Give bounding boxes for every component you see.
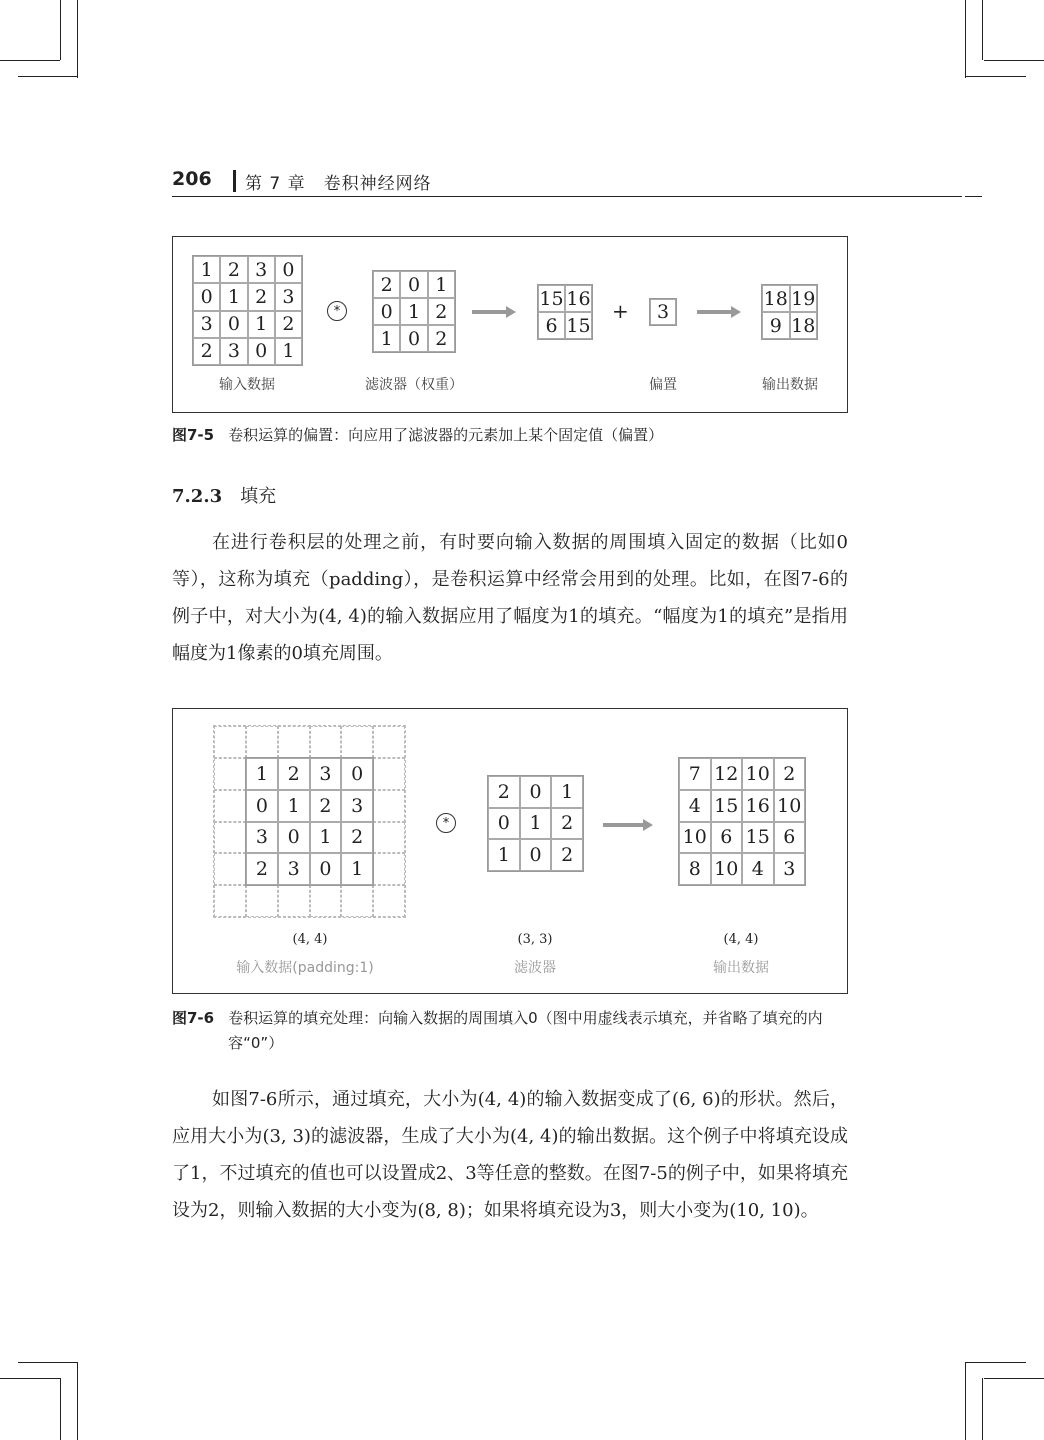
matrix-cell: 3	[774, 853, 806, 885]
crop-mark	[60, 0, 61, 60]
fig5-label-output: 输出数据	[762, 377, 818, 393]
matrix-cell: 10	[774, 790, 806, 822]
matrix-cell: 1	[373, 325, 400, 352]
convolution-icon: *	[327, 301, 347, 321]
matrix-cell: 0	[400, 271, 427, 298]
paragraph: 在进行卷积层的处理之前，有时要向输入数据的周围填入固定的数据（比如0等），这称为填充（padding），是卷积运算中经常会用到的处理。比如，在图7-6的例子中，对大小为(4, 4)的输入数据应用了幅度为1的填充。“幅度为1的填充”是指用幅度为1像素的0填充周围。	[172, 532, 848, 664]
matrix-cell: 3	[341, 790, 373, 822]
matrix-cell: 0	[488, 808, 520, 840]
caption-text: 卷积运算的填充处理：向输入数据的周围填入0（图中用虚线表示填充，并省略了填充的内容“0”）	[228, 1009, 823, 1052]
matrix-cell: 2	[551, 808, 583, 840]
crop-mark	[0, 1378, 60, 1379]
matrix-cell: 12	[711, 758, 743, 790]
crop-mark	[984, 60, 1044, 61]
matrix-cell: 0	[248, 338, 275, 365]
matrix-cell: 1	[248, 311, 275, 338]
matrix-cell: 3	[278, 853, 310, 885]
padding-cell	[341, 885, 373, 917]
crop-mark	[60, 1378, 61, 1440]
section-heading	[172, 482, 276, 508]
fig6-label-output: 输出数据	[713, 960, 769, 976]
matrix-cell: 1	[488, 839, 520, 871]
matrix-cell: 3	[220, 338, 247, 365]
matrix-cell: 0	[278, 822, 310, 854]
plus-sign: +	[612, 299, 629, 323]
fig5-filter-matrix	[372, 270, 456, 353]
matrix-cell: 2	[246, 853, 278, 885]
matrix-cell: 2	[551, 839, 583, 871]
matrix-cell: 1	[400, 298, 427, 325]
matrix-cell: 18	[762, 285, 790, 312]
crop-mark	[18, 76, 78, 77]
page-number: 206	[172, 168, 212, 190]
arrow-icon	[697, 310, 733, 314]
fig6-output-matrix	[678, 757, 806, 886]
padding-cell	[214, 885, 246, 917]
matrix-cell: 6	[538, 312, 565, 339]
matrix-cell: 0	[310, 853, 342, 885]
section-title: 填充	[240, 486, 277, 507]
caption-number: 图7-6	[172, 1009, 215, 1027]
figure-7-5-caption	[172, 424, 663, 445]
matrix-cell: 4	[679, 790, 711, 822]
matrix-cell: 0	[193, 283, 220, 310]
padding-cell	[373, 853, 405, 885]
matrix-cell: 16	[565, 285, 592, 312]
padding-cell	[373, 822, 405, 854]
matrix-cell: 4	[742, 853, 774, 885]
matrix-cell: 0	[341, 758, 373, 790]
matrix-cell: 6	[774, 822, 806, 854]
fig6-shape-input: (4, 4)	[292, 932, 328, 947]
matrix-cell: 1	[193, 256, 220, 283]
header-rule	[965, 196, 982, 197]
matrix-cell: 2	[373, 271, 400, 298]
matrix-cell: 0	[275, 256, 302, 283]
caption-number: 图7-5	[172, 426, 215, 444]
matrix-cell: 2	[341, 822, 373, 854]
arrow-icon	[603, 823, 645, 827]
matrix-cell: 6	[711, 822, 743, 854]
matrix-cell: 1	[278, 790, 310, 822]
matrix-cell: 2	[220, 256, 247, 283]
padding-cell	[278, 885, 310, 917]
figure-7-6-caption	[172, 1006, 852, 1056]
padding-cell	[373, 758, 405, 790]
crop-mark	[965, 1362, 966, 1440]
matrix-cell: 10	[742, 758, 774, 790]
matrix-cell: 2	[310, 790, 342, 822]
padding-cell	[373, 790, 405, 822]
fig5-label-bias: 偏置	[649, 377, 677, 393]
matrix-cell: 0	[520, 776, 552, 808]
matrix-cell: 2	[774, 758, 806, 790]
crop-mark	[0, 60, 60, 61]
matrix-cell: 18	[790, 312, 818, 339]
matrix-cell: 10	[711, 853, 743, 885]
fig6-filter-matrix	[487, 775, 584, 872]
matrix-cell: 15	[711, 790, 743, 822]
padding-cell	[310, 726, 342, 758]
matrix-cell: 3	[248, 256, 275, 283]
matrix-cell: 2	[428, 325, 455, 352]
header-divider	[233, 170, 236, 192]
matrix-cell: 0	[220, 311, 247, 338]
matrix-cell: 1	[310, 822, 342, 854]
matrix-cell: 15	[538, 285, 565, 312]
paragraph: 如图7-6所示，通过填充，大小为(4, 4)的输入数据变成了(6, 6)的形状。然后，应用大小为(3, 3)的滤波器，生成了大小为(4, 4)的输出数据。这个例子中将填充设成了1，不过填充的值也可以设置成2、3等任意的整数。在图7-5的例子中，如果将填充设为2，则输入数据的大小变为(8, 8)；如果将填充设为3，则大小变为(10, 10)。	[172, 1089, 848, 1221]
matrix-cell: 15	[742, 822, 774, 854]
matrix-cell: 0	[520, 839, 552, 871]
padding-cell	[246, 885, 278, 917]
chapter-title: 第 7 章 卷积神经网络	[245, 174, 432, 194]
matrix-cell: 2	[488, 776, 520, 808]
fig5-conv-result-matrix	[537, 284, 593, 340]
fig5-bias-matrix	[649, 298, 677, 326]
padding-cell	[214, 790, 246, 822]
padding-cell	[310, 885, 342, 917]
crop-mark	[966, 1362, 1026, 1363]
padding-cell	[278, 726, 310, 758]
matrix-cell: 2	[248, 283, 275, 310]
matrix-cell: 8	[679, 853, 711, 885]
section-number: 7.2.3	[172, 486, 223, 507]
matrix-cell: 10	[679, 822, 711, 854]
crop-mark	[966, 76, 1026, 77]
matrix-cell: 3	[246, 822, 278, 854]
fig5-label-filter: 滤波器（权重）	[365, 377, 463, 393]
padding-cell	[214, 822, 246, 854]
crop-mark	[982, 0, 983, 60]
crop-mark	[982, 1378, 983, 1440]
matrix-cell: 0	[246, 790, 278, 822]
matrix-cell: 1	[520, 808, 552, 840]
padding-cell	[214, 726, 246, 758]
matrix-cell: 3	[310, 758, 342, 790]
padding-cell	[214, 853, 246, 885]
matrix-cell: 1	[275, 338, 302, 365]
crop-mark	[77, 0, 78, 78]
fig5-label-input: 输入数据	[219, 377, 275, 393]
matrix-cell: 1	[246, 758, 278, 790]
matrix-cell: 3	[650, 299, 676, 325]
fig5-input-matrix	[192, 255, 303, 366]
fig6-label-filter: 滤波器	[514, 960, 556, 976]
matrix-cell: 9	[762, 312, 790, 339]
matrix-cell: 7	[679, 758, 711, 790]
matrix-cell: 1	[428, 271, 455, 298]
fig6-input-matrix	[245, 757, 374, 886]
matrix-cell: 2	[428, 298, 455, 325]
fig6-shape-filter: (3, 3)	[517, 932, 553, 947]
matrix-cell: 1	[551, 776, 583, 808]
matrix-cell: 3	[275, 283, 302, 310]
header-rule	[172, 196, 962, 197]
padding-cell	[214, 758, 246, 790]
matrix-cell: 2	[275, 311, 302, 338]
fig5-output-matrix	[761, 284, 818, 340]
matrix-cell: 2	[193, 338, 220, 365]
padding-cell	[246, 726, 278, 758]
matrix-cell: 15	[565, 312, 592, 339]
matrix-cell: 3	[193, 311, 220, 338]
arrow-icon	[472, 310, 508, 314]
padding-cell	[373, 885, 405, 917]
caption-text: 卷积运算的偏置：向应用了滤波器的元素加上某个固定值（偏置）	[228, 426, 664, 444]
padding-cell	[373, 726, 405, 758]
matrix-cell: 19	[790, 285, 818, 312]
matrix-cell: 16	[742, 790, 774, 822]
crop-mark	[965, 0, 966, 78]
padding-cell	[341, 726, 373, 758]
matrix-cell: 2	[278, 758, 310, 790]
crop-mark	[18, 1362, 78, 1363]
crop-mark	[984, 1378, 1044, 1379]
convolution-icon: *	[436, 813, 456, 833]
crop-mark	[77, 1362, 78, 1440]
matrix-cell: 1	[220, 283, 247, 310]
matrix-cell: 0	[373, 298, 400, 325]
matrix-cell: 0	[400, 325, 427, 352]
fig6-label-input: 输入数据(padding:1)	[236, 960, 374, 976]
matrix-cell: 1	[341, 853, 373, 885]
fig6-shape-output: (4, 4)	[723, 932, 759, 947]
